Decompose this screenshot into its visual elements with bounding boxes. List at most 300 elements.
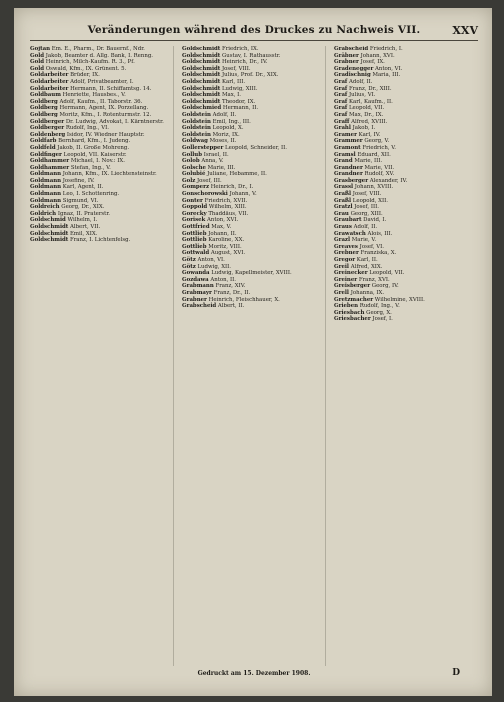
directory-entry xyxy=(334,277,475,284)
directory-entry xyxy=(182,59,322,66)
directory-entry xyxy=(334,290,475,297)
directory-entry xyxy=(30,217,170,224)
directory-entry xyxy=(30,237,170,244)
entry-details: Ludwig, Kapellmeister, XVIII. xyxy=(209,270,292,277)
entry-details: Wilhelm, XIII. xyxy=(207,204,247,211)
entry-details: Anton, VI. xyxy=(373,65,403,72)
entry-details: Moses, II. xyxy=(207,138,237,145)
entry-details: Franz, Dr., II. xyxy=(211,289,251,296)
entry-details: David, I. xyxy=(361,217,387,224)
entry-surname: Gräbner xyxy=(334,52,359,59)
entry-surname: Goldreich xyxy=(30,204,60,211)
entry-surname: Goldstein xyxy=(182,118,211,125)
entry-surname: Goldschmidt xyxy=(182,72,221,79)
entry-details: Alfred, XIX. xyxy=(348,263,383,270)
entry-surname: Gojtan xyxy=(30,46,51,52)
signature-letter: D xyxy=(452,668,460,678)
entry-surname: Greinecker xyxy=(334,270,368,277)
directory-entry xyxy=(182,303,322,310)
directory-entry xyxy=(182,184,322,191)
entry-details: Leo, I. Schottenring. xyxy=(61,191,120,198)
directory-entry xyxy=(30,112,170,119)
entry-surname: Grabner xyxy=(334,59,359,66)
directory-entry xyxy=(334,145,475,152)
entry-details: Maria, III. xyxy=(370,72,401,79)
directory-entry xyxy=(182,244,322,251)
entry-details: Leopold, X. xyxy=(210,125,244,132)
directory-entry xyxy=(334,138,475,145)
directory-entry xyxy=(30,165,170,172)
directory-entry xyxy=(334,231,475,238)
entry-surname: Gollerstepper xyxy=(182,144,224,151)
entry-details: Marie, III. xyxy=(205,164,236,171)
entry-surname: Gomperz xyxy=(182,184,210,191)
directory-entry xyxy=(334,204,475,211)
entry-surname: Grell xyxy=(334,289,349,296)
entry-surname: Graf xyxy=(334,78,348,85)
directory-entry xyxy=(30,66,170,73)
entry-surname: Gonter xyxy=(182,197,203,204)
entry-details: Leopold, VII. Kaiserstr. xyxy=(61,151,127,158)
page-number: XXV xyxy=(452,24,478,37)
directory-entry xyxy=(334,217,475,224)
entry-details: Alexander, IV. xyxy=(368,177,408,184)
directory-entry xyxy=(182,92,322,99)
entry-surname: Goldstein xyxy=(182,131,211,138)
entry-surname: Gradischnig xyxy=(334,72,371,79)
entry-surname: Götz xyxy=(182,257,196,263)
entry-details: Moritz, Kfm., I. Rotenturmstr. 12. xyxy=(57,111,152,118)
directory-entry xyxy=(334,132,475,139)
entry-surname: Grasberger xyxy=(334,177,369,184)
entry-columns xyxy=(30,46,478,666)
entry-surname: Goldmann xyxy=(30,191,62,198)
directory-page xyxy=(14,8,492,696)
entry-details: Dr. Ludwig, Advokat, I. Kärntnerstr. xyxy=(64,118,164,125)
directory-entry xyxy=(30,99,170,106)
entry-details: Leopold, VII. xyxy=(347,105,385,112)
entry-details: Marie, VII. xyxy=(362,164,395,171)
directory-entry xyxy=(30,59,170,66)
entry-details: Leopold, Schneider, II. xyxy=(223,144,287,151)
entry-details: Georg, V. xyxy=(362,138,390,145)
entry-surname: Greil xyxy=(334,263,349,270)
entry-details: Sigmund, VI. xyxy=(61,197,99,204)
entry-details: Karl, Agent, II. xyxy=(61,184,104,191)
entry-details: Bernhard, Kfm., I. Judeng. xyxy=(56,138,131,145)
entry-details: Georg, XIII. xyxy=(348,210,383,217)
entry-details: Georg, X. xyxy=(364,309,392,316)
entry-surname: Gottlieb xyxy=(182,230,207,237)
directory-entry xyxy=(182,237,322,244)
entry-surname: Golob xyxy=(182,158,200,165)
directory-entry xyxy=(334,224,475,231)
entry-details: Friedrich, I. xyxy=(368,46,403,52)
entry-details: Josefine, IV. xyxy=(61,177,95,184)
directory-entry xyxy=(30,211,170,218)
directory-entry xyxy=(334,211,475,218)
entry-details: Em. E., Pharm., Dr. Bauernf., Ndr. xyxy=(50,46,145,52)
entry-surname: Grebner xyxy=(334,250,359,257)
entry-details: Josef, VI. xyxy=(357,243,385,250)
entry-details: Heinrich, Dr., IV. xyxy=(220,59,268,66)
entry-surname: Graf xyxy=(334,111,348,118)
entry-details: Brüder, IX. xyxy=(68,72,100,79)
entry-details: Albert, VII. xyxy=(68,224,101,231)
directory-entry xyxy=(30,191,170,198)
entry-details: Friedrich, IX. xyxy=(220,46,259,52)
directory-entry xyxy=(30,204,170,211)
entry-details: Anna, V. xyxy=(199,158,224,165)
directory-entry xyxy=(182,283,322,290)
entry-surname: Goldarbeiter xyxy=(30,72,69,79)
entry-details: Adolf, II. xyxy=(347,78,373,85)
entry-surname: Goldschmidt xyxy=(182,46,221,52)
directory-entry xyxy=(334,119,475,126)
entry-details: Leopold, VII. xyxy=(367,270,405,277)
directory-entry xyxy=(182,72,322,79)
directory-entry xyxy=(334,86,475,93)
entry-details: Albert, II. xyxy=(216,303,245,310)
entry-surname: Golz xyxy=(182,177,196,184)
entry-surname: Grabscheid xyxy=(182,303,217,310)
entry-surname: Goldschmidt xyxy=(182,85,221,92)
entry-details: Jakob, Beamter d. Allg. Bank, I. Renng. xyxy=(44,52,153,59)
directory-entry xyxy=(182,152,322,159)
entry-surname: Goldarbeiter xyxy=(30,85,69,92)
directory-entry xyxy=(30,92,170,99)
directory-entry xyxy=(182,119,322,126)
directory-entry xyxy=(182,46,322,53)
entry-details: Friedrich, V. xyxy=(360,144,396,151)
entry-surname: Goldberg xyxy=(30,111,58,118)
directory-entry xyxy=(182,270,322,277)
entry-surname: Greaves xyxy=(334,243,358,250)
directory-entry xyxy=(182,264,322,271)
directory-entry xyxy=(30,86,170,93)
entry-surname: Goldarbeiter xyxy=(30,78,69,85)
entry-surname: Götz xyxy=(182,263,196,270)
directory-entry xyxy=(334,303,475,310)
entry-surname: Gramer xyxy=(334,131,357,138)
entry-surname: Goldberg xyxy=(30,98,58,105)
entry-details: Ignaz, II. Praterstr. xyxy=(56,210,111,217)
entry-details: Rudolf, XV. xyxy=(362,171,395,178)
entry-details: Karoline, XX. xyxy=(206,237,245,244)
entry-surname: Goldhammer xyxy=(30,164,70,171)
directory-entry xyxy=(334,72,475,79)
directory-entry xyxy=(334,191,475,198)
entry-surname: Goldberger xyxy=(30,118,65,125)
entry-details: Julius, VI. xyxy=(347,92,376,99)
entry-details: Israel, II. xyxy=(201,151,229,158)
entry-surname: Goldschmidt xyxy=(182,98,221,105)
directory-entry xyxy=(30,158,170,165)
entry-surname: Golubié xyxy=(182,171,206,178)
entry-surname: Gorisek xyxy=(182,217,206,224)
directory-entry xyxy=(182,125,322,132)
entry-details: Gustav, I. Rathausstr. xyxy=(220,52,281,59)
entry-surname: Gozdawa xyxy=(182,276,209,283)
entry-details: Rudolf, Ing., VI. xyxy=(64,125,109,132)
entry-surname: Grazl xyxy=(334,237,351,244)
entry-surname: Greisberger xyxy=(334,283,371,290)
page-footer xyxy=(30,670,478,682)
directory-entry xyxy=(182,290,322,297)
entry-details: Heinrich, Dr., I. xyxy=(209,184,254,191)
entry-surname: Goldschmidt xyxy=(182,52,221,59)
entry-surname: Graubart xyxy=(334,217,362,224)
directory-entry xyxy=(334,158,475,165)
entry-details: Josef, I. xyxy=(370,316,393,323)
entry-surname: Gollub xyxy=(182,151,202,158)
entry-surname: Grassl xyxy=(334,184,354,191)
entry-surname: Goldfeld xyxy=(30,144,56,151)
entry-details: Georg, IV. xyxy=(370,283,399,290)
entry-details: Adolf, II. xyxy=(351,224,378,231)
directory-entry xyxy=(30,184,170,191)
entry-surname: Goldstein xyxy=(182,111,211,118)
directory-entry xyxy=(182,105,322,112)
entry-surname: Golsche xyxy=(182,164,206,171)
directory-entry xyxy=(334,297,475,304)
entry-surname: Goldmann xyxy=(30,197,62,204)
entry-surname: Gottlieb xyxy=(182,243,207,250)
entry-details: Ludwig, XII. xyxy=(195,263,232,270)
entry-details: Johanna, IX. xyxy=(348,289,385,296)
entry-details: Juliane, Hebamme, II. xyxy=(205,171,267,178)
entry-details: Isidor, IV. Wiedner Hauptstr. xyxy=(65,131,145,138)
entry-surname: Gramsl xyxy=(334,151,356,158)
directory-entry xyxy=(30,46,170,53)
entry-surname: Goldmann xyxy=(30,177,62,184)
directory-entry xyxy=(182,257,322,264)
directory-entry xyxy=(182,217,322,224)
entry-details: Franziska, X. xyxy=(358,250,397,257)
directory-entry xyxy=(182,112,322,119)
entry-details: Josef, III. xyxy=(352,204,379,211)
column-3 xyxy=(334,46,478,666)
directory-entry xyxy=(334,237,475,244)
entry-details: Anton, XVI. xyxy=(205,217,239,224)
directory-entry xyxy=(334,310,475,317)
directory-entry xyxy=(334,264,475,271)
entry-surname: Grammer xyxy=(334,138,363,145)
entry-details: Franz, XVI. xyxy=(357,276,390,283)
entry-details: Johann, XVI. xyxy=(358,52,395,59)
entry-surname: Goldfarb xyxy=(30,138,57,145)
entry-surname: Grabmann xyxy=(182,283,214,290)
entry-surname: Graßl xyxy=(334,197,352,204)
column-2 xyxy=(182,46,326,666)
entry-details: Karl, III. xyxy=(220,78,246,85)
entry-surname: Goldenberg xyxy=(30,131,66,138)
entry-details: Max, Dr., IX. xyxy=(347,111,384,118)
entry-surname: Goppold xyxy=(182,204,208,211)
entry-surname: Gramont xyxy=(334,144,361,151)
entry-surname: Graff xyxy=(334,118,350,125)
entry-details: Josef, IX. xyxy=(358,59,385,66)
directory-entry xyxy=(334,283,475,290)
directory-entry xyxy=(30,53,170,60)
entry-details: Karl, Kaufm., II. xyxy=(347,98,393,105)
directory-entry xyxy=(334,125,475,132)
entry-surname: Graßl xyxy=(334,191,352,198)
directory-entry xyxy=(182,204,322,211)
directory-entry xyxy=(182,66,322,73)
entry-details: Heinrich, Fleischhauer, X. xyxy=(206,296,280,303)
entry-details: Adolf, Privatbeamter, I. xyxy=(68,78,134,85)
entry-details: Josef, VIII. xyxy=(351,191,382,198)
entry-surname: Gorecky xyxy=(182,210,207,217)
directory-entry xyxy=(334,99,475,106)
entry-details: Johann, Kfm., IX. Liechtensteinstr. xyxy=(61,171,157,178)
entry-details: Hermann, II. Schiffamtsg. 14. xyxy=(68,85,152,92)
directory-entry xyxy=(182,171,322,178)
entry-surname: Gratzl xyxy=(334,204,353,211)
entry-surname: Gottwald xyxy=(182,250,210,257)
entry-surname: Goldschmidt xyxy=(182,59,221,66)
directory-entry xyxy=(182,277,322,284)
entry-details: Stefan, Ing., V. xyxy=(69,164,111,171)
entry-surname: Grandner xyxy=(334,164,363,171)
entry-surname: Goldschmidt xyxy=(182,92,221,99)
entry-surname: Goldschmidt xyxy=(30,224,69,231)
directory-entry xyxy=(182,99,322,106)
directory-entry xyxy=(30,231,170,238)
entry-details: Johann, XVIII. xyxy=(353,184,394,191)
directory-entry xyxy=(30,171,170,178)
page-header xyxy=(30,24,478,41)
entry-details: Thaddäus, VII. xyxy=(206,210,249,217)
entry-surname: Goldwag xyxy=(182,138,208,145)
directory-entry xyxy=(30,152,170,159)
entry-surname: Graf xyxy=(334,85,348,92)
directory-entry xyxy=(30,105,170,112)
directory-entry xyxy=(182,211,322,218)
entry-surname: Gowanda xyxy=(182,270,210,277)
entry-surname: Grabscheid xyxy=(334,46,369,52)
entry-details: Leopold, XII. xyxy=(351,197,388,204)
entry-details: Hermann, Agent, IX. Porzellang. xyxy=(57,105,149,112)
entry-details: Ludwig, XIII. xyxy=(220,85,258,92)
entry-surname: Gregor xyxy=(334,257,356,263)
directory-entry xyxy=(334,244,475,251)
entry-details: Theodor, IX. xyxy=(220,98,256,105)
entry-details: Georg, Dr., XIX. xyxy=(59,204,105,211)
entry-surname: Goldmann xyxy=(30,184,62,191)
entry-surname: Gold xyxy=(30,59,45,66)
directory-entry xyxy=(182,178,322,185)
page-title: Veränderungen während des Druckes zu Nachweis VII. xyxy=(87,24,421,36)
entry-details: Heinrich, Milch-Kaufm. R. 3., Pf. xyxy=(44,59,135,66)
column-1 xyxy=(30,46,174,666)
entry-surname: Grabner xyxy=(182,296,207,303)
entry-surname: Goldberger xyxy=(30,125,65,132)
entry-details: Johann, V. xyxy=(227,191,257,198)
directory-entry xyxy=(182,224,322,231)
entry-details: Anton, VI. xyxy=(195,257,225,263)
directory-entry xyxy=(334,178,475,185)
directory-entry xyxy=(182,198,322,205)
entry-surname: Gold xyxy=(30,65,45,72)
entry-details: Franz, XIV. xyxy=(213,283,246,290)
entry-surname: Gottlieb xyxy=(182,237,207,244)
entry-surname: Grandner xyxy=(334,171,363,178)
entry-surname: Goldfinger xyxy=(30,151,62,158)
entry-surname: Goldschmidt xyxy=(182,78,221,85)
directory-entry xyxy=(30,138,170,145)
directory-entry xyxy=(182,297,322,304)
entry-details: Friedrich, XVII. xyxy=(202,197,248,204)
directory-entry xyxy=(182,250,322,257)
entry-surname: Graf xyxy=(334,98,348,105)
directory-entry xyxy=(182,158,322,165)
entry-details: Adolf, II. xyxy=(210,111,237,118)
entry-details: Jakob, I. xyxy=(350,125,376,132)
entry-surname: Grahl xyxy=(334,125,351,132)
entry-surname: Grand xyxy=(334,158,353,165)
entry-details: Marie, III. xyxy=(352,158,383,165)
directory-entry xyxy=(30,132,170,139)
entry-details: Moriz, IX. xyxy=(210,131,240,138)
directory-entry xyxy=(30,224,170,231)
directory-entry xyxy=(334,198,475,205)
entry-details: Emil, Ing., III. xyxy=(210,118,251,125)
entry-details: Hermann, II. xyxy=(221,105,259,112)
entry-details: Wilhelm, I. xyxy=(65,217,98,224)
entry-details: Wilhelmine, XVIII. xyxy=(373,296,425,303)
entry-surname: Goldrich xyxy=(30,210,57,217)
entry-details: Marie, V. xyxy=(350,237,377,244)
entry-details: Josef, VIII. xyxy=(220,65,251,72)
entry-details: Jakob, II. Große Mohreng. xyxy=(55,144,130,151)
entry-surname: Goldschmidt xyxy=(30,230,69,237)
entry-surname: Graf xyxy=(334,105,348,112)
directory-entry xyxy=(334,171,475,178)
directory-entry xyxy=(182,86,322,93)
directory-entry xyxy=(30,198,170,205)
entry-surname: Gradenegger xyxy=(334,65,374,72)
directory-entry xyxy=(30,72,170,79)
entry-surname: Goldschmidt xyxy=(182,65,221,72)
directory-entry xyxy=(30,79,170,86)
entry-surname: Graf xyxy=(334,92,348,99)
entry-surname: Gonschorowski xyxy=(182,191,228,198)
entry-surname: Goldhammer xyxy=(30,158,70,165)
entry-details: Franz, Dr., XIII. xyxy=(347,85,392,92)
entry-details: August, XVI. xyxy=(209,250,246,257)
entry-details: Josef, III. xyxy=(195,177,222,184)
entry-surname: Goldschmidt xyxy=(30,237,69,244)
entry-details: Karl, IV. xyxy=(356,131,381,138)
entry-details: Eduard, XII. xyxy=(355,151,391,158)
entry-details: Max, I. xyxy=(220,92,242,99)
entry-details: Franz, I. Lichtenfelsg. xyxy=(68,237,131,244)
directory-entry xyxy=(334,257,475,264)
entry-details: Rudolf, Ing., V. xyxy=(358,303,400,310)
entry-details: Oswald, Kfm., IX. Grünent. 5. xyxy=(44,65,127,72)
directory-entry xyxy=(334,53,475,60)
entry-surname: Griesbach xyxy=(334,309,365,316)
directory-entry xyxy=(182,79,322,86)
directory-entry xyxy=(334,66,475,73)
directory-entry xyxy=(30,145,170,152)
entry-surname: Greiner xyxy=(334,276,358,283)
directory-entry xyxy=(182,231,322,238)
entry-surname: Gottfried xyxy=(182,224,210,231)
entry-surname: Gretzmacher xyxy=(334,296,374,303)
